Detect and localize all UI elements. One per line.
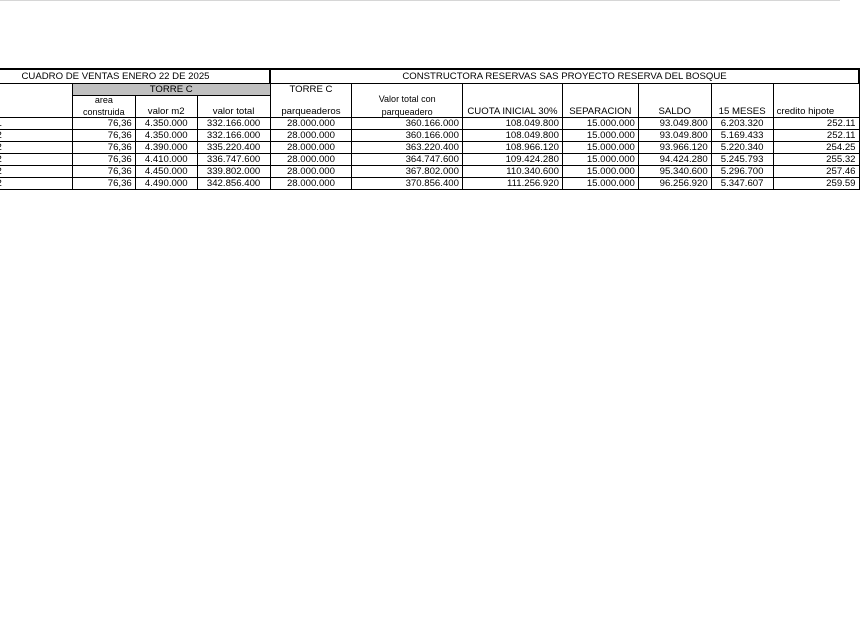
header-valor-m2: valor m2: [135, 96, 197, 118]
valor-m2-cell: 4.350.000: [135, 130, 197, 142]
unit-name: [0, 154, 72, 166]
cuota-cell: 108.049.800: [462, 130, 562, 142]
cuota-cell: 109.424.280: [462, 154, 562, 166]
header-area-line1: area: [94, 95, 113, 105]
saldo-cell: 95.340.600: [638, 166, 711, 178]
cuota-cell: 110.340.600: [462, 166, 562, 178]
left-title: CUADRO DE VENTAS ENERO 22 DE 2025: [0, 69, 270, 84]
separacion-cell: 15.000.000: [562, 130, 638, 142]
credito-cell: 252.11: [773, 118, 859, 130]
window-top-divider: [0, 0, 840, 1]
valor-con-cell: 370.856.400: [352, 178, 463, 190]
saldo-cell: 94.424.280: [638, 154, 711, 166]
header-credito: credito hipote: [773, 84, 859, 118]
valor-total-cell: 332.166.000: [197, 130, 270, 142]
header-valor-con-line1: Valor total con: [378, 94, 436, 104]
header-valor-total: valor total: [197, 96, 270, 118]
parqueaderos-cell: 28.000.000: [270, 166, 352, 178]
header-ubicacion: [0, 96, 72, 118]
meses-cell: 6.203.320: [711, 118, 773, 130]
torre-group-header: TORRE C: [72, 84, 270, 96]
meses-cell: 5.245.793: [711, 154, 773, 166]
unit-name: [0, 166, 72, 178]
valor-m2-cell: 4.450.000: [135, 166, 197, 178]
valor-total-cell: 335.220.400: [197, 142, 270, 154]
table-row: [0, 130, 859, 142]
valor-con-cell: 364.747.600: [352, 154, 463, 166]
header-cuota: CUOTA INICIAL 30%: [462, 84, 562, 118]
unit-name: [0, 178, 72, 190]
header-area-line2: construida: [83, 107, 125, 117]
unit-name: [0, 118, 72, 130]
valor-con-cell: 363.220.400: [352, 142, 463, 154]
valor-con-cell: 360.166.000: [352, 118, 463, 130]
table-row: [0, 178, 859, 190]
meses-cell: 5.220.340: [711, 142, 773, 154]
area-cell: 76,36: [72, 142, 135, 154]
header-saldo: SALDO: [638, 84, 711, 118]
unit-name: [0, 142, 72, 154]
area-cell: 76,36: [72, 130, 135, 142]
separacion-cell: 15.000.000: [562, 142, 638, 154]
area-cell: 76,36: [72, 166, 135, 178]
credito-cell: 259.59: [773, 178, 859, 190]
table-row: [0, 166, 859, 178]
saldo-cell: 93.049.800: [638, 118, 711, 130]
separacion-cell: 15.000.000: [562, 178, 638, 190]
valor-m2-cell: 4.390.000: [135, 142, 197, 154]
credito-cell: 255.32: [773, 154, 859, 166]
spreadsheet: [0, 68, 860, 190]
valor-m2-cell: 4.410.000: [135, 154, 197, 166]
valor-m2-cell: 4.490.000: [135, 178, 197, 190]
parqueaderos-cell: 28.000.000: [270, 178, 352, 190]
table-row: [0, 154, 859, 166]
area-cell: 76,36: [72, 178, 135, 190]
table-row: [0, 118, 859, 130]
torre-parking-header: TORRE C: [270, 84, 352, 96]
table-row: [0, 142, 859, 154]
blank-cell: [0, 84, 72, 96]
credito-cell: 257.46: [773, 166, 859, 178]
header-valor-con: [352, 84, 463, 118]
valor-m2-cell: 4.350.000: [135, 118, 197, 130]
parqueaderos-cell: 28.000.000: [270, 142, 352, 154]
valor-total-cell: 332.166.000: [197, 118, 270, 130]
area-cell: 76,36: [72, 154, 135, 166]
right-title: CONSTRUCTORA RESERVAS SAS PROYECTO RESERVA DEL BOSQUE: [270, 69, 859, 84]
header-valor-con-line2: parqueadero: [381, 107, 433, 117]
header-meses: 15 MESES: [711, 84, 773, 118]
separacion-cell: 15.000.000: [562, 166, 638, 178]
separacion-cell: 15.000.000: [562, 118, 638, 130]
area-cell: 76,36: [72, 118, 135, 130]
valor-con-cell: 367.802.000: [352, 166, 463, 178]
credito-cell: 254.25: [773, 142, 859, 154]
valor-total-cell: 339.802.000: [197, 166, 270, 178]
parqueaderos-cell: 28.000.000: [270, 130, 352, 142]
parqueaderos-cell: 28.000.000: [270, 118, 352, 130]
header-separacion: SEPARACION: [562, 84, 638, 118]
cuota-cell: 108.049.800: [462, 118, 562, 130]
meses-cell: 5.347.607: [711, 178, 773, 190]
sales-table: [0, 68, 860, 190]
valor-total-cell: 336.747.600: [197, 154, 270, 166]
header-parqueaderos: parqueaderos: [270, 96, 352, 118]
unit-name: [0, 130, 72, 142]
header-area: [72, 96, 135, 118]
valor-total-cell: 342.856.400: [197, 178, 270, 190]
saldo-cell: 93.049.800: [638, 130, 711, 142]
saldo-cell: 96.256.920: [638, 178, 711, 190]
cuota-cell: 111.256.920: [462, 178, 562, 190]
credito-cell: 252.11: [773, 130, 859, 142]
separacion-cell: 15.000.000: [562, 154, 638, 166]
valor-con-cell: 360.166.000: [352, 130, 463, 142]
parqueaderos-cell: 28.000.000: [270, 154, 352, 166]
meses-cell: 5.169.433: [711, 130, 773, 142]
meses-cell: 5.296.700: [711, 166, 773, 178]
cuota-cell: 108.966.120: [462, 142, 562, 154]
saldo-cell: 93.966.120: [638, 142, 711, 154]
